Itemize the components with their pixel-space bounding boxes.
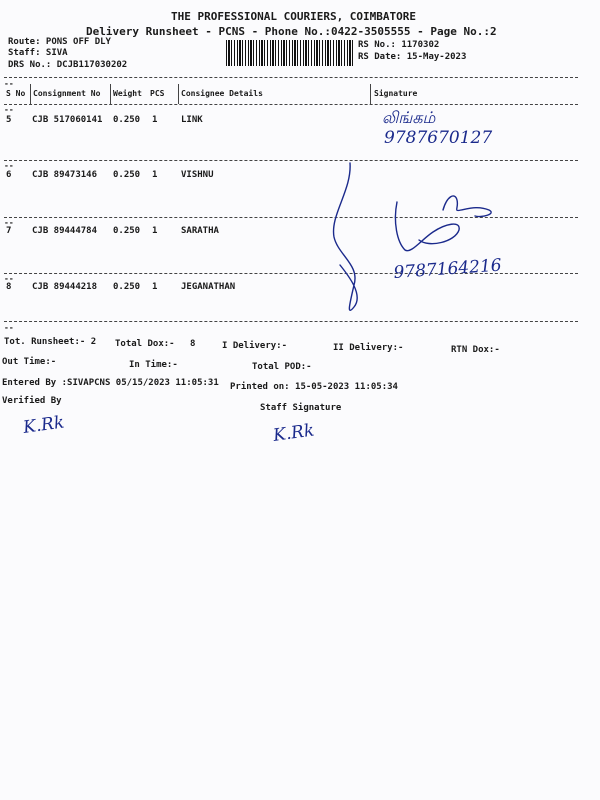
staff-signature-label: Staff Signature [260, 403, 342, 413]
table-row-weight: 0.250 [113, 226, 141, 236]
table-row-weight: 0.250 [113, 170, 141, 180]
table-row-consignee: VISHNU [181, 170, 214, 180]
row8-handwriting [390, 248, 590, 288]
table-row-weight: 0.250 [113, 282, 141, 292]
table-row-consignee: SARATHA [181, 226, 219, 236]
runsheet-subtitle: Delivery Runsheet - PCNS - Phone No.:0422-3505555 - Page No.:2 [86, 25, 497, 38]
verifier-initials: K.Rk [21, 412, 66, 438]
total-dox-value: 8 [190, 339, 196, 349]
route-label: Route: PONS OFF DLY [8, 37, 111, 47]
i-delivery: I Delivery:- [222, 341, 288, 351]
staff-label: Staff: SIVA [8, 48, 68, 58]
rs-date: RS Date: 15-May-2023 [358, 52, 467, 62]
col-pcs: PCS [150, 89, 165, 98]
out-time: Out Time:- [2, 357, 57, 367]
table-row-consignment: CJB 517060141 [32, 115, 103, 125]
barcode [226, 40, 354, 66]
verifier-signature [18, 405, 108, 445]
table-row-pcs: 1 [152, 282, 158, 292]
table-row-sno: 7 [6, 226, 12, 236]
table-row-consignee: LINK [181, 115, 203, 125]
col-weight: Weight [113, 89, 142, 98]
ii-delivery: II Delivery:- [333, 343, 404, 353]
col-consignee: Consignee Details [181, 89, 263, 98]
rtn-dox: RTN Dox:- [451, 345, 500, 355]
total-pod: Total POD:- [252, 362, 312, 372]
row8-recipient-phone: 9787164216 [392, 255, 503, 283]
drs-number: DRS No.: DCJB117030202 [8, 60, 128, 70]
table-row-consignment: CJB 89473146 [32, 170, 98, 180]
table-row-pcs: 1 [152, 115, 158, 125]
entered-by: Entered By :SIVAPCNS 05/15/2023 11:05:31 [2, 378, 219, 388]
col-consignment: Consignment No [33, 89, 101, 98]
table-row-sno: 8 [6, 282, 12, 292]
printed-on: Printed on: 15-05-2023 11:05:34 [230, 382, 398, 392]
company-name: THE PROFESSIONAL COURIERS, COIMBATORE [171, 10, 417, 23]
staff-signature [268, 413, 358, 453]
table-row-consignment: CJB 89444218 [32, 282, 98, 292]
total-runsheet: Tot. Runsheet:- 2 [4, 337, 97, 347]
table-row-pcs: 1 [152, 226, 158, 236]
table-row-sno: 5 [6, 115, 12, 125]
row-mark: -- [4, 79, 14, 88]
row5-recipient-phone: 9787670127 [384, 128, 493, 148]
verified-by-label: Verified By [2, 396, 62, 406]
table-row-sno: 6 [6, 170, 12, 180]
col-signature: Signature [374, 89, 418, 98]
total-dox-label: Total Dox:- [115, 339, 175, 349]
row5-recipient-name: லிங்கம் [382, 108, 436, 127]
table-row-consignee: JEGANATHAN [181, 282, 236, 292]
rs-number: RS No.: 1170302 [358, 40, 440, 50]
in-time: In Time:- [129, 360, 178, 370]
col-sno: S No [6, 89, 26, 98]
table-row-consignment: CJB 89444784 [32, 226, 98, 236]
table-row-weight: 0.250 [113, 115, 141, 125]
staff-initials: K.Rk [271, 420, 316, 446]
divider [4, 77, 578, 78]
row5-handwriting [370, 105, 540, 150]
table-row-pcs: 1 [152, 170, 158, 180]
